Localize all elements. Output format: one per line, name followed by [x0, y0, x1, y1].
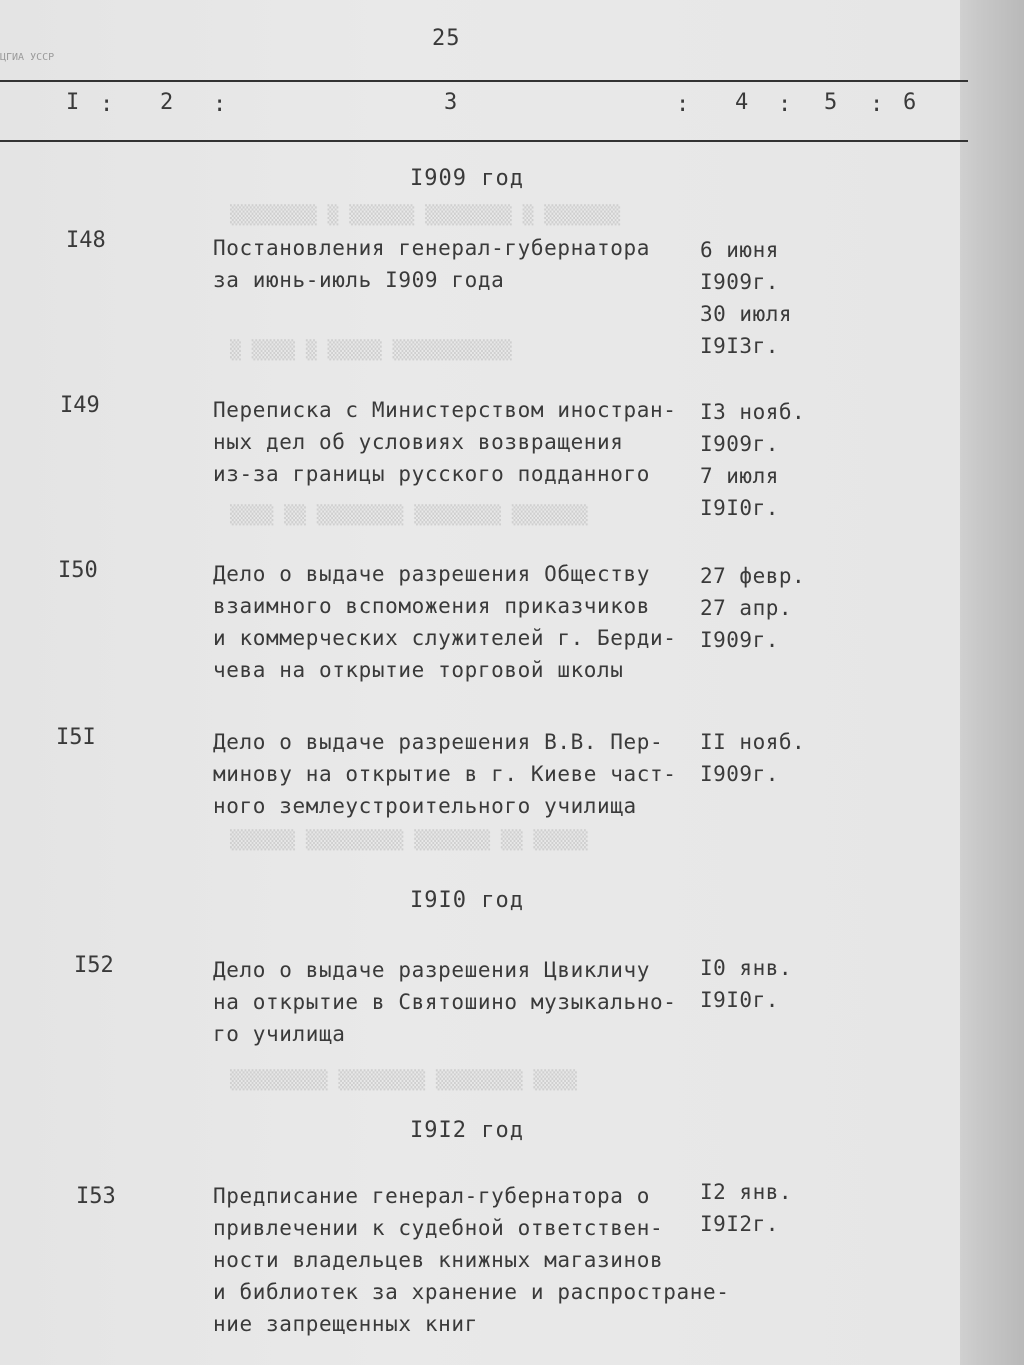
column-separator: :: [778, 92, 792, 117]
column-separator: :: [100, 92, 114, 117]
year-heading-1910: I9I0 год: [410, 888, 524, 913]
description-line: Переписка с Министерством иностран-: [213, 398, 677, 422]
date-line: 30 июля: [700, 302, 793, 326]
archive-stamp: ЦГИА УССР: [0, 52, 55, 63]
entry-dates-151: [700, 726, 810, 790]
column-separator: :: [870, 92, 884, 117]
entry-description-148: [213, 232, 693, 296]
bleed-through-texture: ▒▒▒▒▒▒▒▒▒ ▒▒▒▒▒▒▒▒ ▒▒▒▒▒▒▒▒ ▒▒▒▒: [230, 1070, 577, 1091]
date-line: 27 февр.: [700, 564, 806, 588]
column-header-5: 5: [824, 90, 838, 115]
description-line: минову на открытие в г. Киеве част-: [213, 762, 677, 786]
entry-number-150: I50: [58, 558, 98, 583]
date-line: 6 июня: [700, 238, 779, 262]
bleed-through-texture: ▒▒▒▒▒▒▒▒ ▒ ▒▒▒▒▒▒ ▒▒▒▒▒▒▒▒ ▒ ▒▒▒▒▒▒▒: [230, 205, 621, 226]
column-header-1: I: [66, 90, 80, 115]
date-line: II нояб.: [700, 730, 806, 754]
description-line: Дело о выдаче разрешения В.В. Пер-: [213, 730, 664, 754]
entry-dates-152: [700, 952, 810, 1016]
description-line: за июнь-июль I909 года: [213, 268, 505, 292]
entry-number-153: I53: [76, 1184, 116, 1209]
description-line: привлечении к судебной ответствен-: [213, 1216, 664, 1240]
entry-dates-153: [700, 1176, 810, 1240]
date-line: I3 нояб.: [700, 400, 806, 424]
description-line: Постановления генерал-губернатора: [213, 236, 651, 260]
date-line: I909г.: [700, 628, 779, 652]
page-number: 25: [432, 26, 461, 51]
date-line: I9I0г.: [700, 496, 779, 520]
date-line: I909г.: [700, 762, 779, 786]
date-line: 27 апр.: [700, 596, 793, 620]
description-line: ного землеустроительного училища: [213, 794, 637, 818]
column-separator: :: [213, 92, 227, 117]
entry-number-152: I52: [74, 953, 114, 978]
entry-number-151: I5I: [56, 725, 96, 750]
date-line: I0 янв.: [700, 956, 793, 980]
entry-description-149: [213, 394, 693, 490]
entry-number-148: I48: [66, 228, 106, 253]
description-line: Дело о выдаче разрешения Обществу: [213, 562, 651, 586]
description-line: ности владельцев книжных магазинов: [213, 1248, 664, 1272]
bleed-through-texture: ▒ ▒▒▒▒ ▒ ▒▒▒▒▒ ▒▒▒▒▒▒▒▒▒▒▒: [230, 340, 512, 361]
entry-description-152: [213, 954, 693, 1050]
next-page-edge: [960, 0, 1024, 1365]
description-line: Дело о выдаче разрешения Цвикличу: [213, 958, 651, 982]
date-line: I2 янв.: [700, 1180, 793, 1204]
date-line: I9I2г.: [700, 1212, 779, 1236]
description-line: го училища: [213, 1022, 346, 1046]
entry-dates-150: [700, 560, 810, 656]
date-line: I909г.: [700, 270, 779, 294]
description-line: взаимного вспоможения приказчиков: [213, 594, 651, 618]
description-line: ных дел об условиях возвращения: [213, 430, 624, 454]
column-header-2: 2: [160, 90, 174, 115]
header-rule-top: [0, 80, 968, 82]
year-heading-1912: I9I2 год: [410, 1118, 524, 1143]
description-line: чева на открытие торговой школы: [213, 658, 624, 682]
entry-number-149: I49: [60, 393, 100, 418]
description-line: и коммерческих служителей г. Берди-: [213, 626, 677, 650]
date-line: I9I3г.: [700, 334, 779, 358]
bleed-through-texture: ▒▒▒▒▒▒ ▒▒▒▒▒▒▒▒▒ ▒▒▒▒▒▒▒ ▒▒ ▒▒▒▒▒: [230, 830, 588, 851]
description-line: на открытие в Святошино музыкально-: [213, 990, 677, 1014]
column-header-4: 4: [735, 90, 749, 115]
date-line: I909г.: [700, 432, 779, 456]
header-rule-bottom: [0, 140, 968, 142]
entry-dates-148: [700, 234, 810, 362]
entry-description-151: [213, 726, 693, 822]
entry-description-150: [213, 558, 693, 686]
year-heading-1909: I909 год: [410, 166, 524, 191]
description-line: из-за границы русского подданного: [213, 462, 651, 486]
column-header-6: 6: [903, 90, 917, 115]
bleed-through-texture: ▒▒▒▒ ▒▒ ▒▒▒▒▒▒▒▒ ▒▒▒▒▒▒▒▒ ▒▒▒▒▒▒▒: [230, 505, 588, 526]
column-header-3: 3: [444, 90, 458, 115]
entry-dates-149: [700, 396, 810, 524]
entry-description-153: [213, 1180, 730, 1340]
description-line: ние запрещенных книг: [213, 1312, 478, 1336]
date-line: 7 июля: [700, 464, 779, 488]
date-line: I9I0г.: [700, 988, 779, 1012]
description-line: и библиотек за хранение и распростране-: [213, 1280, 730, 1304]
description-line: Предписание генерал-губернатора о: [213, 1184, 651, 1208]
column-separator: :: [676, 92, 690, 117]
